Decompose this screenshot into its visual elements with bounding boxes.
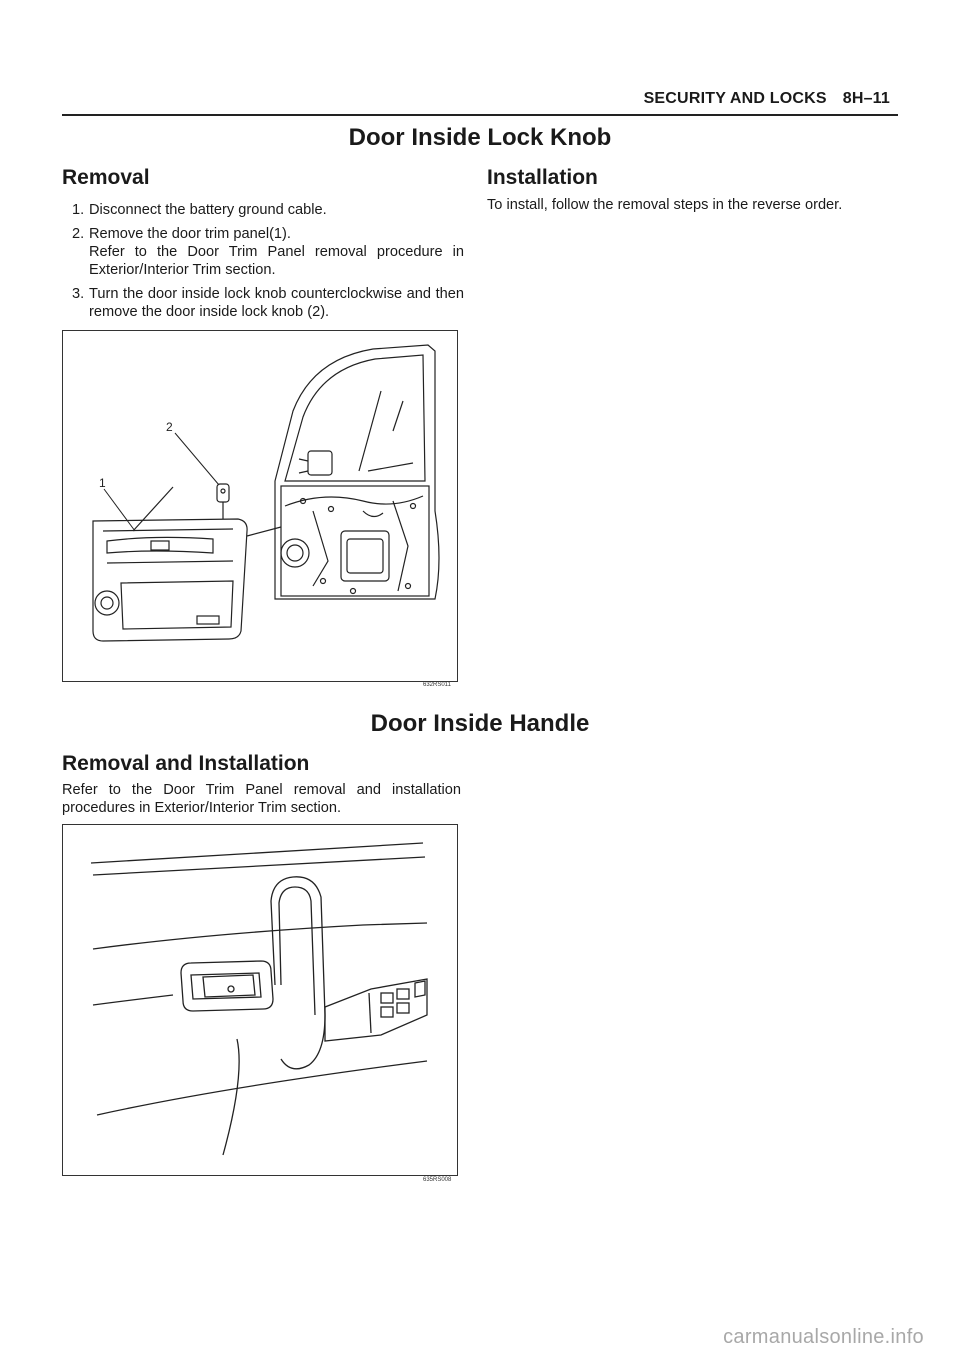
door-trim-illustration [63,331,457,681]
section-title-lock-knob: Door Inside Lock Knob [348,124,612,151]
door-trim-figure [62,330,458,682]
step-number: 3. [72,286,85,302]
removal-step-1 [72,201,464,219]
inside-handle-figure [62,824,458,1176]
header-section: SECURITY AND LOCKS [643,90,827,107]
footer-watermark: carmanualsonline.info [723,1326,924,1348]
inside-handle-illustration [63,825,457,1175]
callout-2: 2 [166,420,173,434]
step-number: 1. [72,202,85,218]
step-note: Refer to the Door Trim Panel removal procedure in Exterior/Interior Trim section. [89,244,464,278]
removal-step-2 [72,225,464,279]
step-number: 2. [72,226,85,242]
step-text: Disconnect the battery ground cable. [89,202,327,218]
inside-handle-text: Refer to the Door Trim Panel removal and installation procedures in Exterior/Interior Trim section. [62,782,461,816]
figure-2-caption: 635RS008 [423,1177,452,1183]
running-header [644,90,890,108]
installation-heading: Installation [487,166,598,189]
removal-heading: Removal [62,166,150,189]
header-page-number: 8H–11 [842,90,890,107]
callout-1: 1 [99,476,106,490]
installation-text: To install, follow the removal steps in the reverse order. [487,197,843,213]
step-text: Turn the door inside lock knob counterclockwise and then remove the door inside lock knob (2). [89,286,464,320]
figure-1-caption: 632RS011 [423,682,451,688]
step-text: Remove the door trim panel(1). [89,226,291,242]
removal-step-3 [72,285,464,321]
section-title-inside-handle: Door Inside Handle [370,710,590,737]
header-rule [62,114,898,116]
removal-installation-heading: Removal and Installation [62,752,310,775]
